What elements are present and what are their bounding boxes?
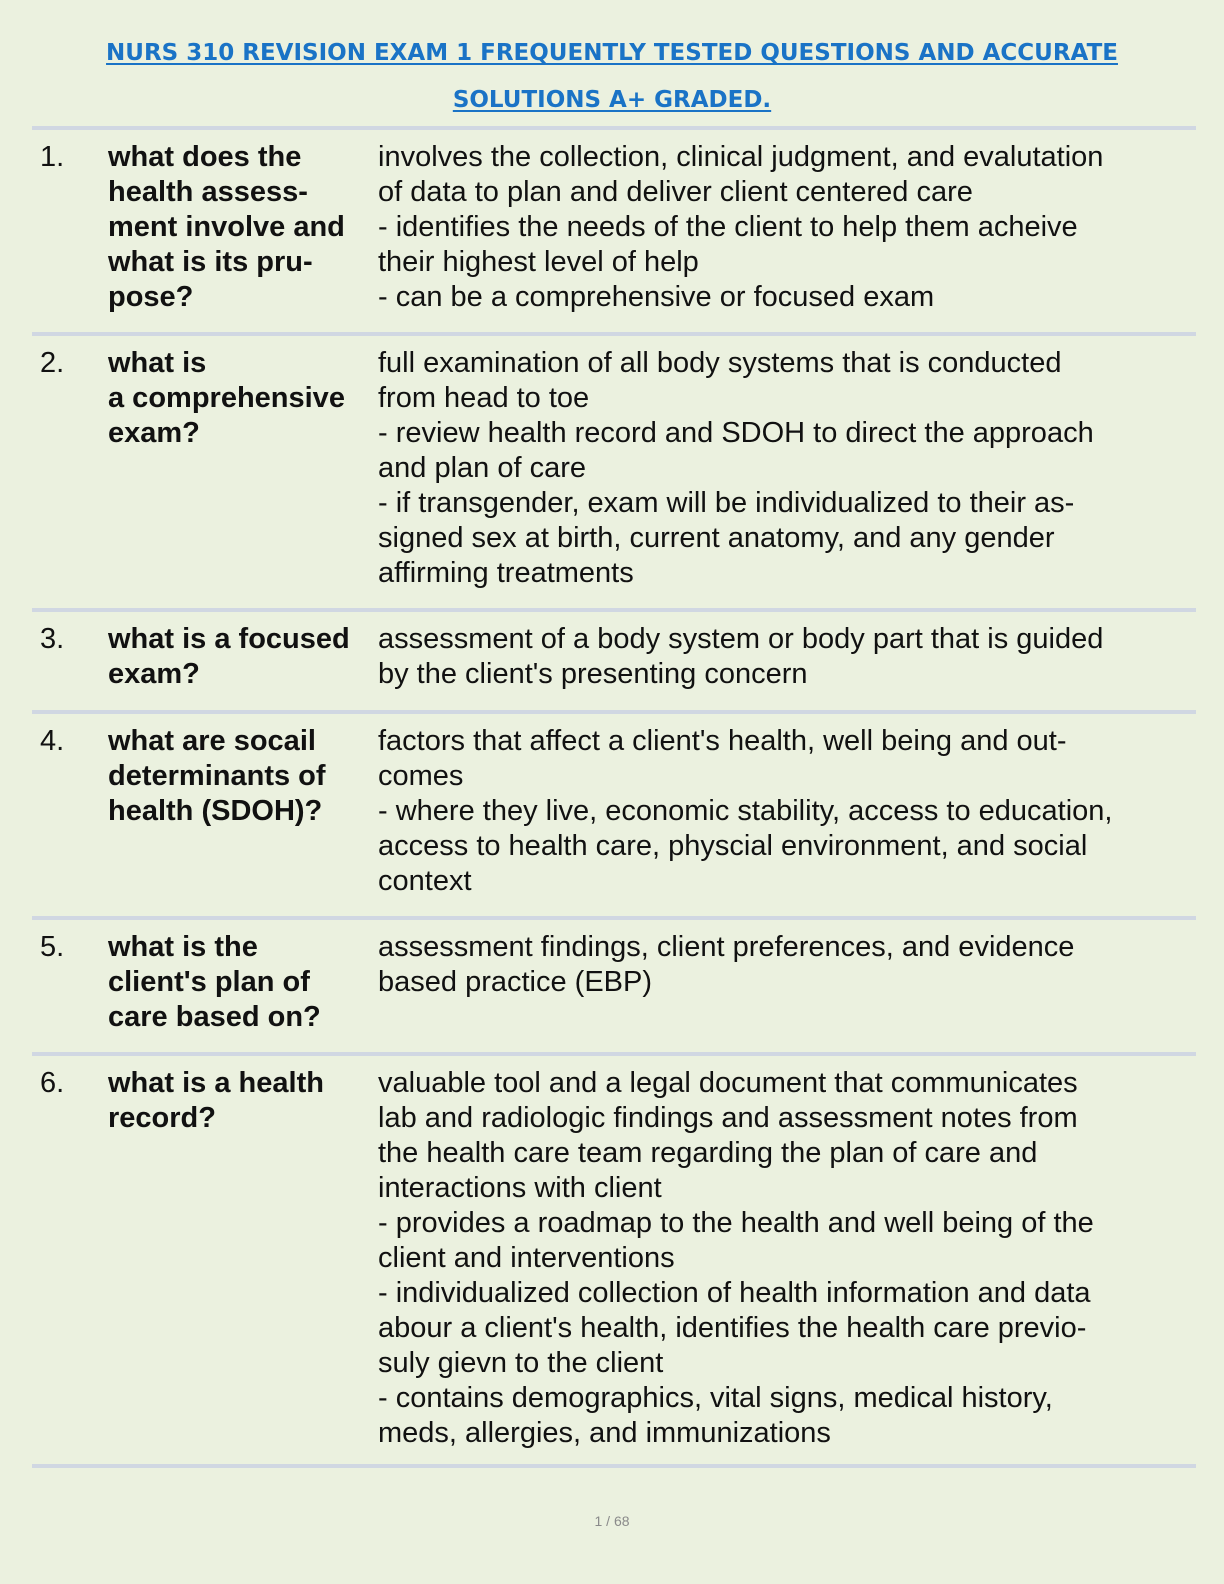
qa-question: what does the health assess- ment involve and what is its pru- pose? [108,141,345,313]
qa-question: what are socail determinants of health (SDOH)? [108,725,326,827]
qa-answer: factors that affect a client's health, well being and out- comes - where they live, economic stability, access to education, access to health care, physcial environment, and social context [378,725,1113,897]
qa-question: what is the client's plan of care based on? [108,931,321,1033]
qa-row-1 [32,126,1196,332]
qa-number: 4. [40,725,65,757]
title-line-1: NURS 310 REVISION EXAM 1 FREQUENTLY TESTED QUESTIONS AND ACCURATE [106,40,1118,66]
qa-number: 2. [40,347,65,379]
qa-number: 6. [40,1067,65,1099]
qa-row-4 [32,710,1196,916]
qa-answer: involves the collection, clinical judgment, and evalutation of data to plan and deliver client centered care - identifies the needs of the client to help them acheive their highest level of help - can be a comprehensive or focused exam [378,141,1104,313]
qa-number: 3. [40,623,65,655]
title-line-2: SOLUTIONS A+ GRADED. [452,87,772,113]
qa-row-5 [32,916,1196,1052]
qa-question: what is a comprehensive exam? [108,347,345,449]
qa-number: 5. [40,931,65,963]
qa-row-6 [32,1052,1196,1468]
qa-answer: assessment of a body system or body part that is guided by the client's presenting concern [378,623,1104,690]
qa-row-3 [32,608,1196,710]
qa-answer: full examination of all body systems that is conducted from head to toe - review health record and SDOH to direct the approach and plan of care - if transgender, exam will be individualized to their as- signed sex at birth, current anatomy, and any gender affirming treatments [378,347,1094,589]
page-number: 1 / 68 [594,1513,630,1529]
qa-list [32,126,1196,1468]
qa-question: what is a focused exam? [108,623,350,690]
qa-answer: valuable tool and a legal document that communicates lab and radiologic findings and assessment notes from the health care team regarding the plan of care and interactions with client - provides a roadmap to the health and well being of the client and interventions - individualized collection of health information and data abour a client's health, identifies the health care previo- suly gievn to the client - contains demographics, vital signs, medical history, meds, allergies, and immunizations [378,1067,1094,1449]
qa-answer: assessment findings, client preferences, and evidence based practice (EBP) [378,931,1075,998]
qa-number: 1. [40,141,65,173]
document-title [60,30,1164,124]
qa-question: what is a health record? [108,1067,324,1134]
qa-row-2 [32,332,1196,608]
